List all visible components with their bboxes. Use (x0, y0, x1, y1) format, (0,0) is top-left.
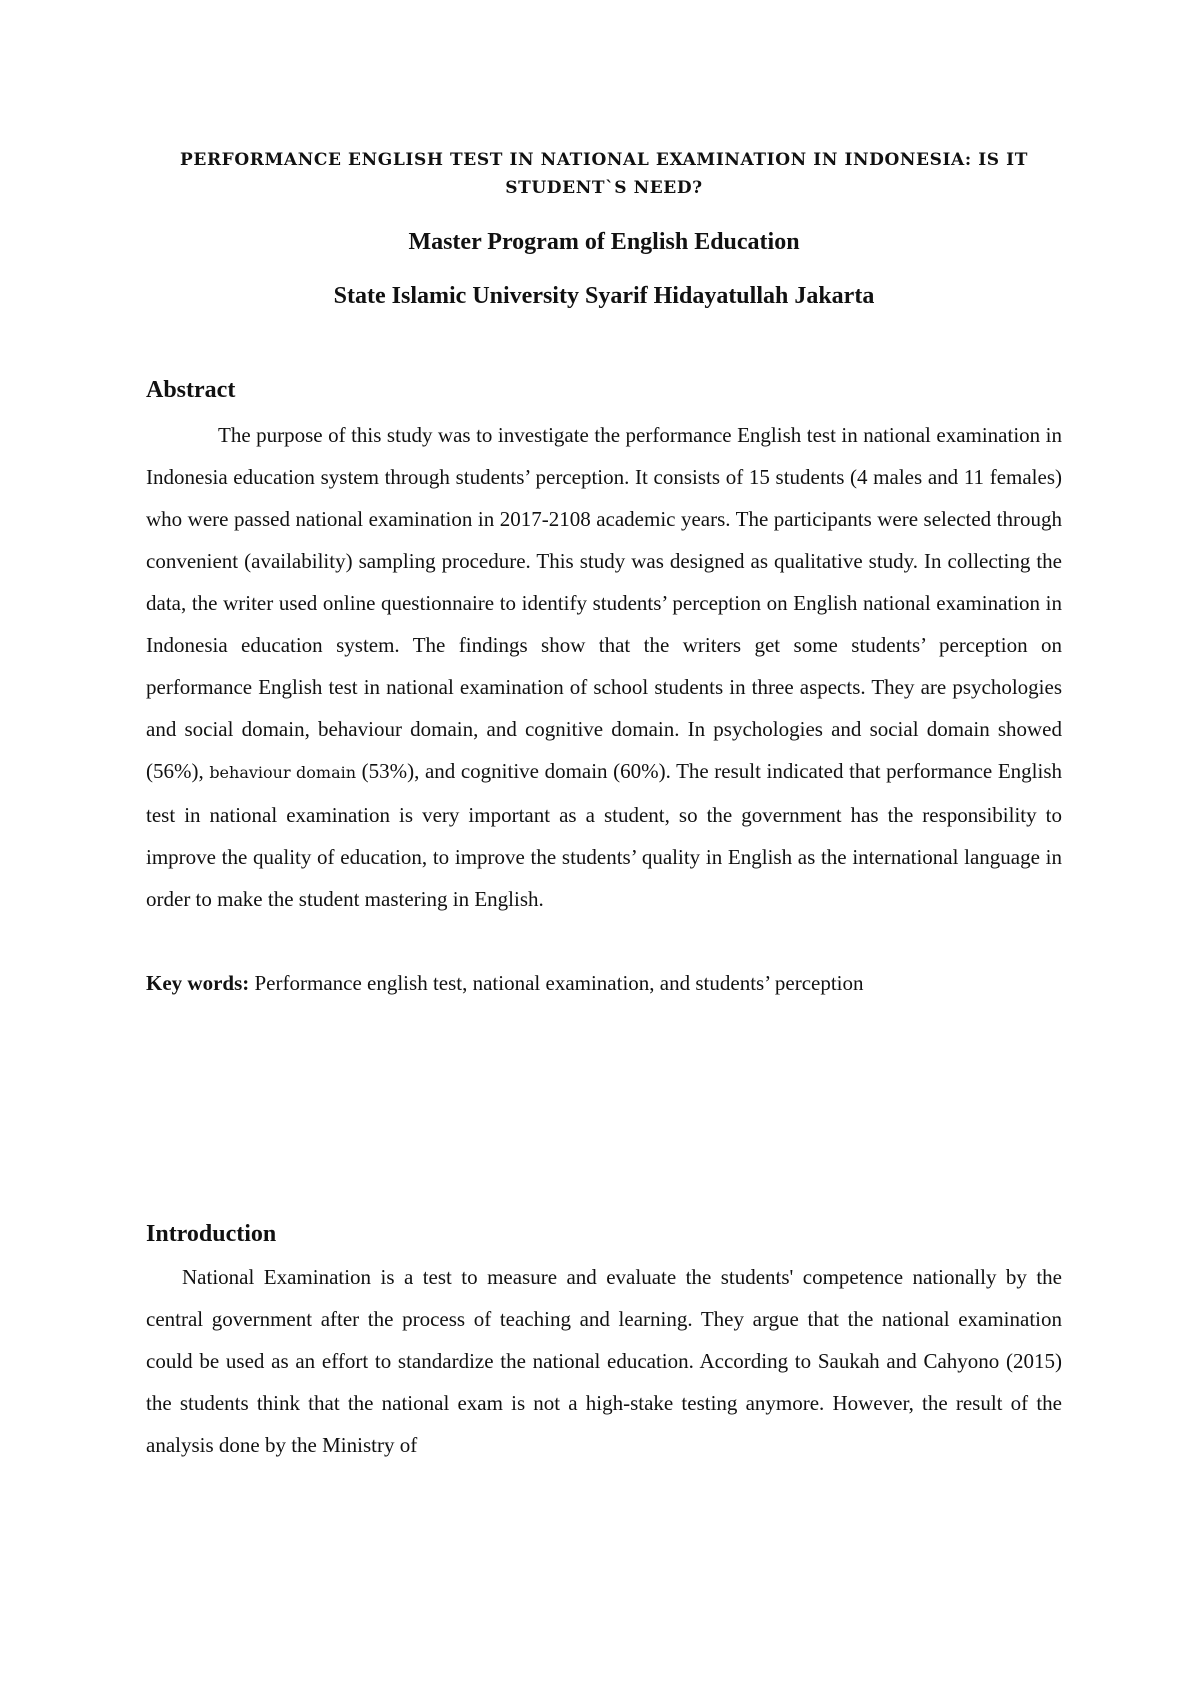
keywords-text: Performance english test, national examination, and students’ perception (249, 971, 864, 995)
abstract-text-part2: (53%), and cognitive domain (60%). The result indicated that performance English test in national examination is very important as a student, so the government has the responsibility to improve the quality of education, to improve the students’ quality in English as the international language in order to make the student mastering in English. (146, 759, 1063, 911)
keywords-label: Key words: (146, 971, 250, 995)
introduction-heading: Introduction (146, 1221, 277, 1247)
abstract-small-term: behaviour domain (209, 763, 357, 782)
abstract-heading: Abstract (146, 377, 236, 403)
introduction-paragraph: National Examination is a test to measure and evaluate the students' competence nationally by the central government after the process of teaching and learning. They argue that the national examination could be used as an effort to standardize the national education. According to Saukah and Cahyono (2015) the students think that the national exam is not a high-stake testing anymore. However, the result of the analysis done by the Ministry of (146, 1265, 1062, 1457)
paper-title: PERFORMANCE ENGLISH TEST IN NATIONAL EXAMINATION IN INDONESIA: IS IT STUDENT`S NEED? (180, 150, 1028, 198)
abstract-paragraph (146, 414, 1062, 920)
page-content (146, 146, 1062, 1466)
abstract-text-part1: The purpose of this study was to investigate the performance English test in national examination in Indonesia education system through students’ perception. It consists of 15 students (4 males and 11 females) who were passed national examination in 2017-2108 academic years. The participants were selected through convenient (availability) sampling procedure. This study was designed as qualitative study. In collecting the data, the writer used online questionnaire to identify students’ perception on English national examination in Indonesia education system. The findings show that the writers get some students’ perception on performance English test in national examination of school students in three aspects. They are psychologies and social domain, behaviour domain, and cognitive domain. In psychologies and social domain showed (56%), (146, 423, 1062, 783)
program-name: Master Program of English Education (408, 229, 800, 255)
university-name: State Islamic University Syarif Hidayatullah Jakarta (333, 283, 875, 309)
keywords-line (146, 962, 1062, 1004)
